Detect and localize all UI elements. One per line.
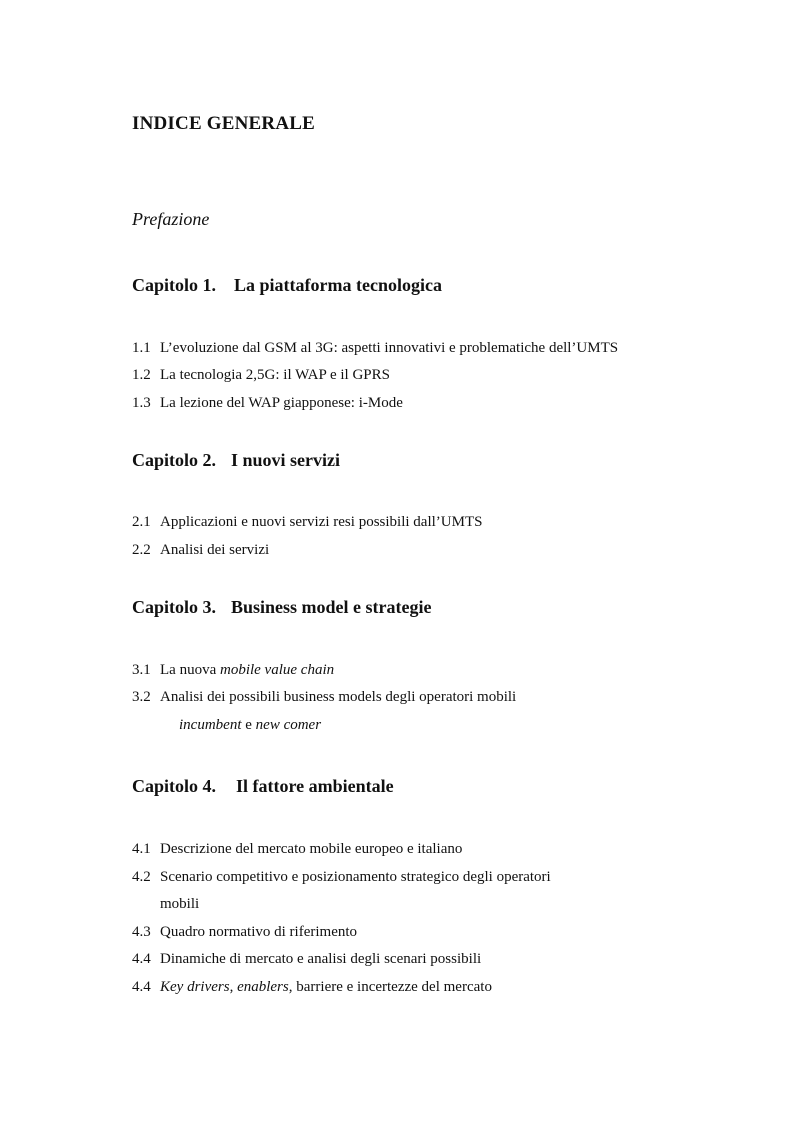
toc-entry bbox=[132, 869, 551, 886]
section-number: 2.1 bbox=[132, 514, 151, 530]
section-number: 1.2 bbox=[132, 367, 151, 383]
section-title-italic: enablers bbox=[237, 979, 289, 995]
section-title: Dinamiche di mercato e analisi degli scenari possibili bbox=[160, 951, 482, 967]
chapter-number: Capitolo 4. bbox=[132, 776, 217, 796]
chapter-number: Capitolo 1. bbox=[132, 275, 217, 295]
toc-entry-continuation: mobili bbox=[160, 896, 200, 912]
preface-entry: Prefazione bbox=[132, 209, 210, 229]
toc-entry bbox=[132, 514, 482, 531]
section-title: L’evoluzione dal GSM al 3G: aspetti innovativi e problematiche dell’UMTS bbox=[160, 340, 619, 356]
toc-entry bbox=[132, 951, 481, 968]
toc-entry bbox=[132, 924, 357, 941]
section-title-italic: Key drivers bbox=[160, 979, 230, 995]
continuation-italic: new comer bbox=[255, 717, 322, 733]
section-title: Quadro normativo di riferimento bbox=[160, 924, 358, 940]
toc-entry bbox=[132, 689, 516, 706]
chapter-4-heading bbox=[132, 776, 394, 797]
chapter-title: I nuovi servizi bbox=[231, 450, 341, 470]
chapter-title: La piattaforma tecnologica bbox=[234, 275, 442, 295]
chapter-2-heading bbox=[132, 450, 340, 471]
section-number: 3.2 bbox=[132, 689, 151, 705]
toc-entry bbox=[132, 395, 403, 412]
section-number: 2.2 bbox=[132, 542, 151, 558]
section-title: Analisi dei possibili business models degli operatori mobili bbox=[160, 689, 517, 705]
chapter-number: Capitolo 3. bbox=[132, 597, 217, 617]
chapter-1-heading bbox=[132, 275, 442, 296]
section-title: Analisi dei servizi bbox=[160, 542, 270, 558]
toc-entry bbox=[132, 841, 462, 858]
toc-entry bbox=[132, 542, 269, 559]
section-title-plain: , bbox=[229, 979, 238, 995]
section-title: Descrizione del mercato mobile europeo e italiano bbox=[160, 841, 463, 857]
page-title: INDICE GENERALE bbox=[132, 113, 316, 134]
section-number: 4.4 bbox=[132, 951, 151, 967]
section-title-plain: , barriere e incertezze del mercato bbox=[288, 979, 492, 995]
section-title-plain: La nuova bbox=[160, 662, 220, 678]
section-title: Applicazioni e nuovi servizi resi possibili dall’UMTS bbox=[160, 514, 483, 530]
section-title: La tecnologia 2,5G: il WAP e il GPRS bbox=[160, 367, 390, 383]
toc-entry bbox=[132, 979, 492, 996]
continuation-plain: e bbox=[241, 717, 256, 733]
chapter-title: Business model e strategie bbox=[231, 597, 432, 617]
chapter-3-heading bbox=[132, 597, 432, 618]
toc-entry bbox=[132, 662, 334, 679]
toc-entry bbox=[132, 367, 390, 384]
toc-entry-continuation bbox=[179, 717, 321, 734]
section-number: 4.1 bbox=[132, 841, 151, 857]
section-number: 1.1 bbox=[132, 340, 151, 356]
section-number: 4.3 bbox=[132, 924, 151, 940]
chapter-title: Il fattore ambientale bbox=[236, 776, 394, 796]
toc-entry bbox=[132, 340, 618, 357]
section-number: 4.2 bbox=[132, 869, 151, 885]
section-number: 4.4 bbox=[132, 979, 151, 995]
section-title: La lezione del WAP giapponese: i-Mode bbox=[160, 395, 403, 411]
section-number: 3.1 bbox=[132, 662, 151, 678]
chapter-number: Capitolo 2. bbox=[132, 450, 217, 470]
section-title-italic: mobile value chain bbox=[219, 662, 335, 678]
continuation-italic: incumbent bbox=[179, 717, 242, 733]
section-title: Scenario competitivo e posizionamento strategico degli operatori bbox=[160, 869, 551, 885]
section-number: 1.3 bbox=[132, 395, 151, 411]
